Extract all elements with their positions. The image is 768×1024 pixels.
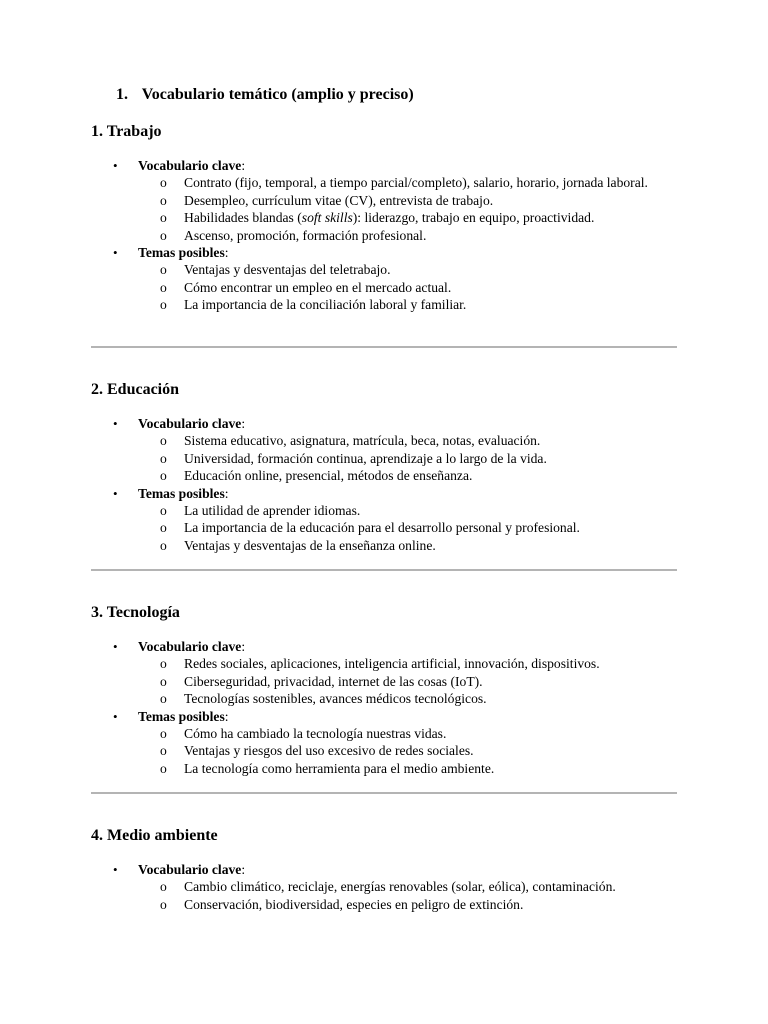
temas-group — [91, 244, 677, 314]
circle-bullet-icon: o — [160, 279, 167, 295]
list-item: o Sistema educativo, asignatura, matrícula, beca, notas, evaluación. — [160, 433, 541, 449]
bullet-icon: • — [113, 158, 118, 173]
circle-bullet-icon: o — [160, 433, 167, 449]
horizontal-divider — [91, 792, 677, 794]
section-trabajo — [91, 122, 677, 314]
circle-bullet-icon: o — [160, 175, 167, 191]
vocab-group — [91, 415, 677, 485]
circle-bullet-icon: o — [160, 743, 167, 759]
vocab-group — [91, 638, 677, 708]
vocab-group — [91, 861, 677, 913]
title-text: Vocabulario temático (amplio y preciso) — [141, 86, 414, 103]
vocab-label-text: Vocabulario clave — [138, 158, 242, 173]
circle-bullet-icon: o — [160, 192, 167, 208]
list-item: o Contrato (fijo, temporal, a tiempo parcial/completo), salario, horario, jornada laboral. — [160, 175, 648, 191]
section-heading: 2. Educación — [91, 381, 180, 398]
circle-bullet-icon: o — [160, 896, 167, 912]
list-item: o Tecnologías sostenibles, avances médicos tecnológicos. — [160, 691, 487, 707]
vocab-label: • Vocabulario clave: — [113, 416, 246, 431]
list-item: o Universidad, formación continua, aprendizaje a lo largo de la vida. — [160, 450, 547, 466]
horizontal-divider — [91, 346, 677, 348]
temas-group — [91, 708, 677, 778]
circle-bullet-icon: o — [160, 210, 167, 226]
bullet-icon: • — [113, 245, 118, 261]
list-item: o Ventajas y riesgos del uso excesivo de redes sociales. — [160, 743, 474, 759]
vocab-label: • Vocabulario clave: — [113, 862, 246, 877]
vocab-group — [91, 157, 677, 244]
bullet-icon: • — [113, 485, 118, 501]
list-item: o Cómo ha cambiado la tecnología nuestras vidas. — [160, 726, 447, 742]
temas-label-text: Temas posibles — [138, 708, 225, 724]
list-item: o Ciberseguridad, privacidad, internet de las cosas (IoT). — [160, 673, 483, 689]
circle-bullet-icon: o — [160, 691, 167, 707]
section-heading: 1. Trabajo — [91, 123, 162, 140]
circle-bullet-icon: o — [160, 537, 167, 553]
list-item: o La tecnología como herramienta para el medio ambiente. — [160, 760, 495, 776]
vocab-label: • Vocabulario clave: — [113, 639, 246, 654]
temas-label: • Temas posibles: — [113, 708, 229, 724]
list-item: o La importancia de la conciliación laboral y familiar. — [160, 297, 467, 313]
list-item: o Desempleo, currículum vitae (CV), entrevista de trabajo. — [160, 192, 494, 208]
list-item: o Ascenso, promoción, formación profesional. — [160, 227, 427, 243]
section-tecnologia — [91, 603, 677, 777]
circle-bullet-icon: o — [160, 520, 167, 536]
bullet-icon: • — [113, 708, 118, 724]
circle-bullet-icon: o — [160, 656, 167, 672]
temas-label: • Temas posibles: — [113, 245, 229, 261]
list-item: o La utilidad de aprender idiomas. — [160, 503, 361, 519]
circle-bullet-icon: o — [160, 673, 167, 689]
bullet-icon: • — [113, 862, 118, 877]
list-item: o Ventajas y desventajas del teletrabajo. — [160, 262, 391, 278]
vocab-label: • Vocabulario clave: — [113, 158, 246, 173]
circle-bullet-icon: o — [160, 468, 167, 484]
temas-label-text: Temas posibles — [138, 245, 225, 261]
circle-bullet-icon: o — [160, 879, 167, 895]
list-item: o Habilidades blandas (soft skills): liderazgo, trabajo en equipo, proactividad. — [160, 210, 595, 226]
list-item: o Cómo encontrar un empleo en el mercado actual. — [160, 279, 452, 295]
section-medio-ambiente — [91, 826, 677, 913]
circle-bullet-icon: o — [160, 297, 167, 313]
section-educacion — [91, 380, 677, 554]
circle-bullet-icon: o — [160, 262, 167, 278]
list-item: o Cambio climático, reciclaje, energías renovables (solar, eólica), contaminación. — [160, 879, 616, 895]
section-heading: 3. Tecnología — [91, 604, 180, 621]
temas-label-text: Temas posibles — [138, 485, 225, 501]
section-heading: 4. Medio ambiente — [91, 827, 218, 844]
list-item: o Redes sociales, aplicaciones, inteligencia artificial, innovación, dispositivos. — [160, 656, 600, 672]
circle-bullet-icon: o — [160, 227, 167, 243]
vocab-label-text: Vocabulario clave — [138, 862, 242, 877]
list-item: o Conservación, biodiversidad, especies en peligro de extinción. — [160, 896, 524, 912]
circle-bullet-icon: o — [160, 503, 167, 519]
circle-bullet-icon: o — [160, 450, 167, 466]
list-item: o La importancia de la educación para el desarrollo personal y profesional. — [160, 520, 580, 536]
bullet-icon: • — [113, 639, 118, 654]
vocab-label-text: Vocabulario clave — [138, 416, 242, 431]
list-item: o Ventajas y desventajas de la enseñanza online. — [160, 537, 436, 553]
circle-bullet-icon: o — [160, 726, 167, 742]
document-title — [116, 86, 414, 104]
vocab-label-text: Vocabulario clave — [138, 639, 242, 654]
list-item: o Educación online, presencial, métodos de enseñanza. — [160, 468, 473, 484]
temas-label: • Temas posibles: — [113, 485, 229, 501]
bullet-icon: • — [113, 416, 118, 431]
horizontal-divider — [91, 569, 677, 571]
temas-group — [91, 485, 677, 555]
circle-bullet-icon: o — [160, 760, 167, 776]
title-number: 1. — [116, 86, 128, 103]
